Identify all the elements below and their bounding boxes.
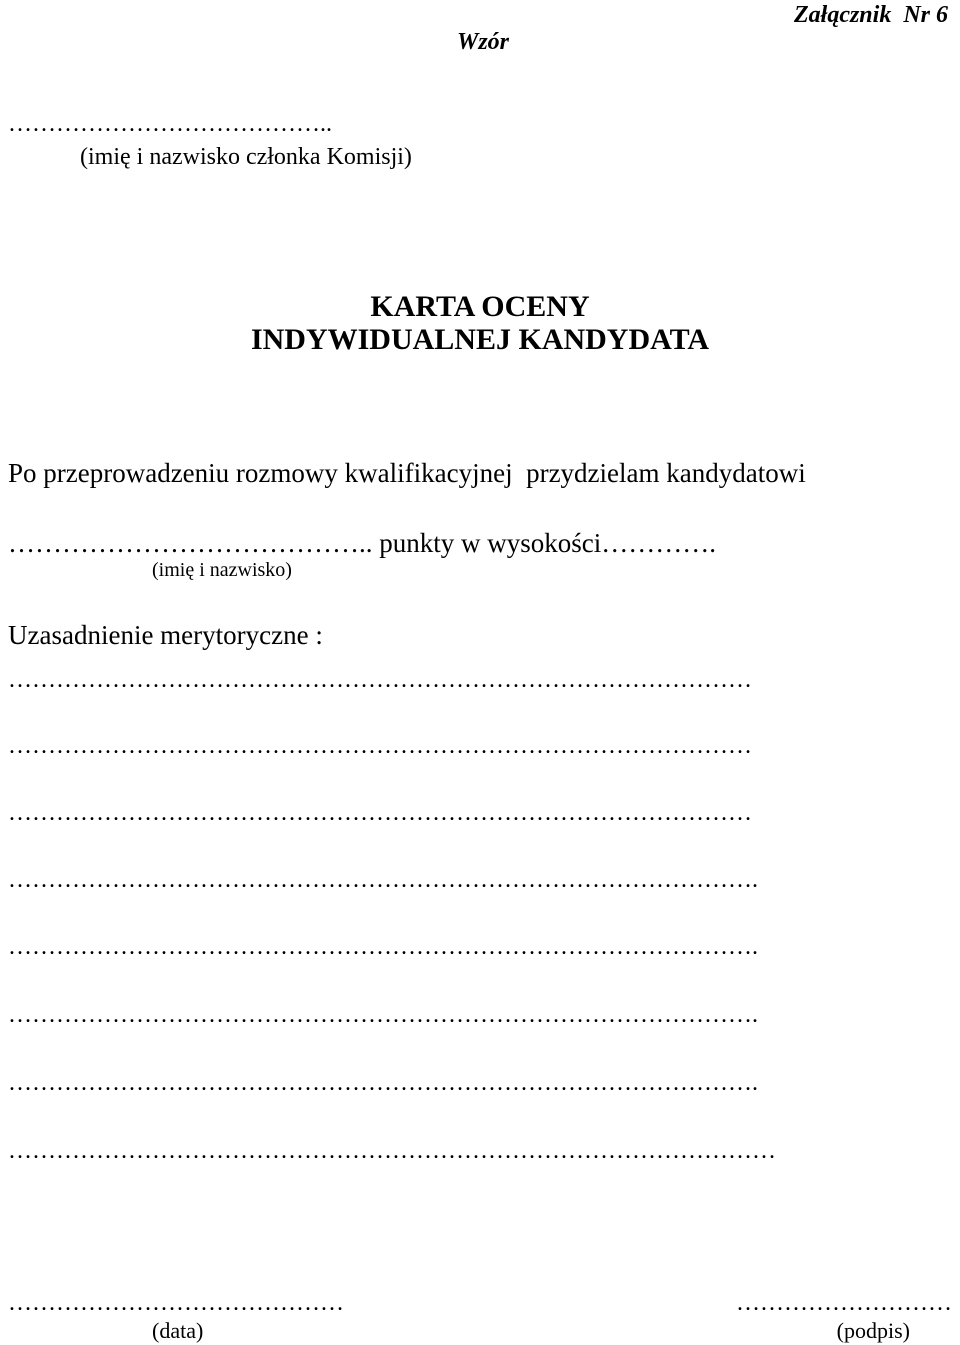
date-caption: (data) xyxy=(152,1318,204,1343)
justification-label: Uzasadnienie merytoryczne : xyxy=(8,620,323,650)
member-name-field: ………………………………….. xyxy=(8,111,332,137)
signature-field: ……………………… xyxy=(736,1290,952,1316)
justification-line: ………………………………………………………………………………… xyxy=(8,667,752,693)
candidate-points-line: ………………………………….. punkty w wysokości…………. xyxy=(8,528,716,558)
member-name-caption: (imię i nazwisko członka Komisji) xyxy=(80,144,412,170)
justification-line: …………………………………………………………………………………. xyxy=(8,1070,758,1096)
statement-text: Po przeprowadzeniu rozmowy kwalifikacyjnej przydzielam kandydatowi xyxy=(8,458,806,488)
justification-line: …………………………………………………………………………………… xyxy=(8,1138,776,1164)
template-label: Wzór xyxy=(457,29,510,55)
candidate-name-caption: (imię i nazwisko) xyxy=(152,559,292,581)
justification-line: …………………………………………………………………………………. xyxy=(8,867,758,893)
justification-line: ………………………………………………………………………………… xyxy=(8,733,752,759)
justification-line: …………………………………………………………………………………. xyxy=(8,1002,758,1028)
signature-caption: (podpis) xyxy=(836,1318,910,1343)
justification-line: ………………………………………………………………………………… xyxy=(8,800,752,826)
date-field: …………………………………… xyxy=(8,1290,344,1316)
document-title-line1: KARTA OCENY xyxy=(370,290,590,323)
justification-line: …………………………………………………………………………………. xyxy=(8,934,758,960)
document-title-line2: INDYWIDUALNEJ KANDYDATA xyxy=(250,323,710,356)
attachment-number: Załącznik Nr 6 xyxy=(793,2,948,28)
